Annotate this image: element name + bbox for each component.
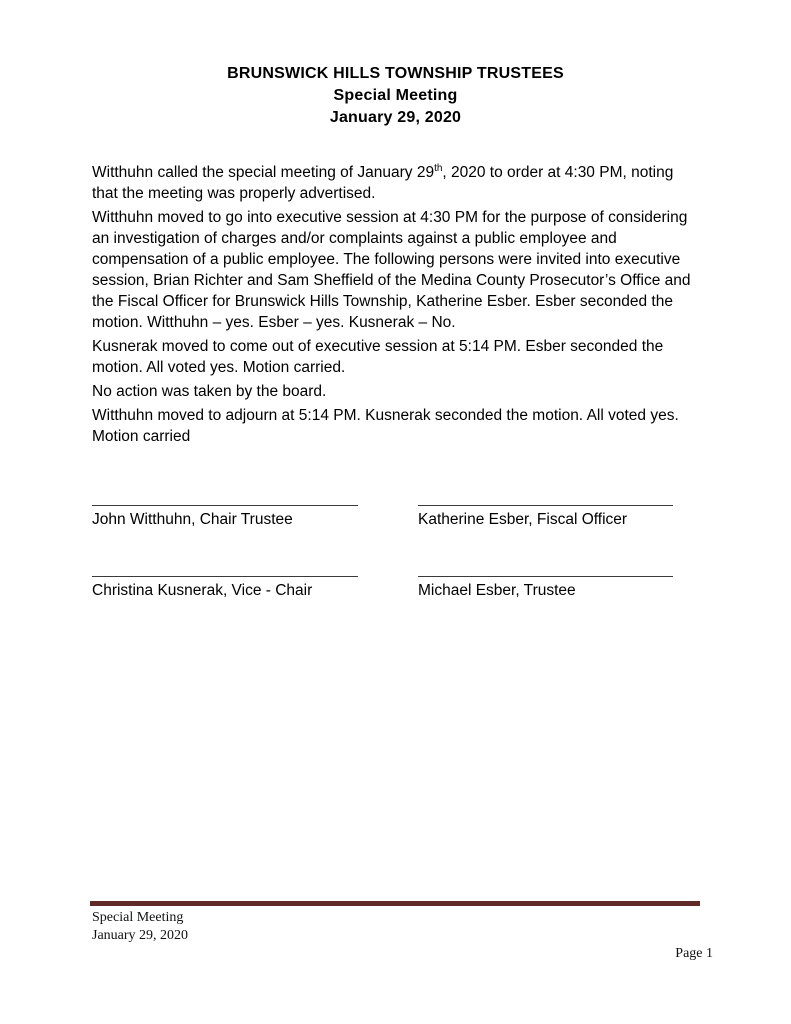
footer-date: January 29, 2020 xyxy=(92,928,189,943)
paragraph-exit-executive-session: Kusnerak moved to come out of executive session at 5:14 PM. Esber seconded the motion. All voted yes. Motion carried. xyxy=(92,338,664,376)
signature-label: John Witthuhn, Chair Trustee xyxy=(92,511,293,528)
paragraph-call-to-order-text: Witthuhn called the special meeting of January 29 xyxy=(92,164,435,181)
signature-chair-trustee xyxy=(92,505,358,530)
paragraph-adjournment: Witthuhn moved to adjourn at 5:14 PM. Kusnerak seconded the motion. All voted yes. Motion carried xyxy=(92,407,679,445)
meeting-type-heading: Special Meeting xyxy=(333,87,458,104)
signature-fiscal-officer xyxy=(418,505,673,530)
ordinal-superscript: th xyxy=(434,162,443,174)
paragraph-call-to-order-cont: , 2020 to order at 4:30 PM, noting that the meeting was properly advertised. xyxy=(92,164,674,202)
document-title: BRUNSWICK HILLS TOWNSHIP TRUSTEES xyxy=(227,65,564,82)
paragraph-no-action: No action was taken by the board. xyxy=(92,383,327,400)
minutes-body xyxy=(92,162,697,450)
paragraph-executive-session-motion: Witthuhn moved to go into executive session at 4:30 PM for the purpose of considering an investigation of charges and/or complaints against a public employee and compensation of a public employee. The following persons were invited into executive session, Brian Richter and Sam Sheffield of the Medina County Prosecutor’s Office and the Fiscal Officer for Brunswick Hills Township, Katherine Esber. Esber seconded the motion. Witthuhn – yes. Esber – yes. Kusnerak – No. xyxy=(92,209,691,331)
footer-text-block xyxy=(92,909,700,945)
paragraph-call-to-order xyxy=(92,162,697,204)
signature-trustee xyxy=(418,576,673,601)
footer-meeting-type: Special Meeting xyxy=(92,910,184,925)
footer-page-number: Page 1 xyxy=(675,946,713,961)
footer-rule xyxy=(90,901,700,906)
signature-label: Christina Kusnerak, Vice - Chair xyxy=(92,582,313,599)
signature-label: Katherine Esber, Fiscal Officer xyxy=(418,511,628,528)
signature-label: Michael Esber, Trustee xyxy=(418,582,576,599)
document-header xyxy=(0,63,791,129)
meeting-date-heading: January 29, 2020 xyxy=(329,109,462,126)
signature-vice-chair xyxy=(92,576,358,601)
